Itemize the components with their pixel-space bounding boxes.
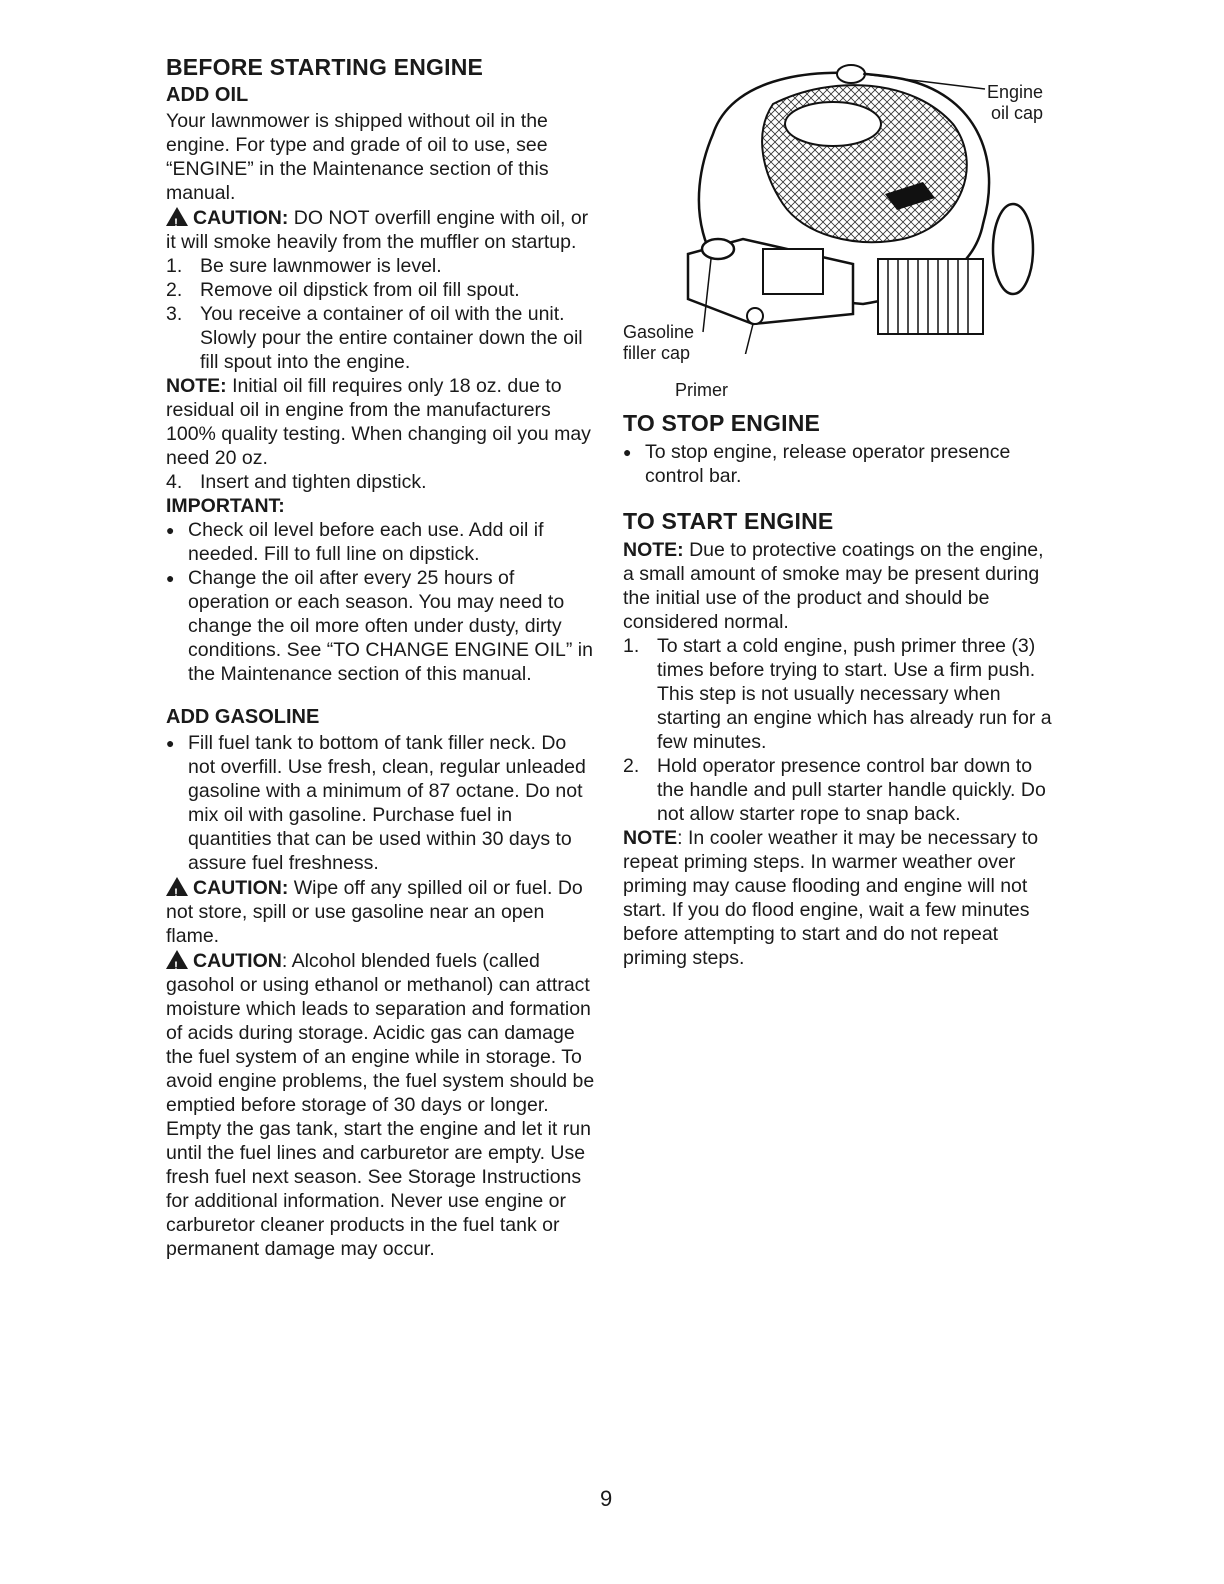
primer-label: Primer (675, 380, 728, 400)
warning-icon (166, 207, 188, 226)
add-gasoline-heading: ADD GASOLINE (166, 706, 320, 728)
start-note: NOTE: Due to protective coatings on the engine, a small amount of smoke may be present during the initial use of the product and should be considered normal. (623, 539, 1044, 633)
start-note-2: NOTE: In cooler weather it may be necessary to repeat priming steps. In warmer weather over priming may cause flooding and engine will not start. If you do flood engine, wait a few minutes before attempting to start and do not repeat priming steps. (623, 827, 1039, 969)
add-oil-intro: Your lawnmower is shipped without oil in the engine. For type and grade of oil to use, see “ENGINE” in the Maintenance section of this manual. (166, 110, 549, 204)
add-oil-note: NOTE: Initial oil fill requires only 18 oz. due to residual oil in engine from the manufacturers 100% quality testing. When changing oil you may need 20 oz. (166, 375, 591, 469)
list-item: 4. Insert and tighten dipstick. (166, 471, 427, 493)
list-item: ● To stop engine, release operator presence control bar. (623, 441, 1011, 487)
start-engine-heading: TO START ENGINE (623, 508, 834, 534)
warning-icon (166, 877, 188, 896)
list-item: 1. Be sure lawnmower is level. (166, 255, 442, 277)
engine-oil-cap-label: Engine oil cap (987, 82, 1044, 123)
gasoline-caution-2: !CAUTION: Alcohol blended fuels (called gasohol or using ethanol or methanol) can attract moisture which leads to separation and formation of acids during storage. Acidic gas can damage the fuel system of an engine while in storage. To avoid engine problems, the fuel system should be emptied before storage of 30 days or longer. Empty the gas tank, start the engine and let it run until the fuel lines and carburetor are empty. Use fresh fuel next season. See Storage Instructions for additional information. Never use engine or carburetor cleaner products in the fuel tank or permanent damage may occur. (166, 948, 598, 1261)
list-item: 2. Remove oil dipstick from oil fill spout. (166, 279, 520, 301)
right-column (623, 54, 1053, 970)
engine-diagram (623, 54, 1053, 363)
list-item: ● Change the oil after every 25 hours of operation or each season. You may need to change the oil more often under dusty, dirty conditions. See “TO CHANGE ENGINE OIL” in the Maintenance section of this manual. (166, 567, 593, 685)
add-oil-heading: ADD OIL (166, 84, 249, 106)
list-item: 2. Hold operator presence control bar down to the handle and pull starter handle quickly. Do not allow starter rope to snap back. (623, 755, 1046, 825)
list-item: ● Check oil level before each use. Add oil if needed. Fill to full line on dipstick. (166, 519, 544, 565)
important-label: IMPORTANT: (166, 495, 285, 517)
list-item: ● Fill fuel tank to bottom of tank filler neck. Do not overfill. Use fresh, clean, regular unleaded gasoline with a minimum of 87 octane. Do not mix oil with gasoline. Purchase fuel in quantities that can be used within 30 days to assure fuel freshness. (166, 732, 586, 874)
list-item: 1. To start a cold engine, push primer three (3) times before trying to start. Use a firm push. This step is not usually necessary when starting an engine which has already run for a few minutes. (623, 635, 1052, 753)
stop-engine-heading: TO STOP ENGINE (623, 410, 821, 436)
page-number: 9 (600, 1486, 613, 1511)
left-column (166, 54, 598, 1261)
section-title: BEFORE STARTING ENGINE (166, 54, 484, 80)
list-item: 3. You receive a container of oil with the unit. Slowly pour the entire container down the oil fill spout into the engine. (166, 303, 583, 373)
add-oil-caution: !CAUTION: DO NOT overfill engine with oil, or it will smoke heavily from the muffler on startup. (166, 205, 598, 254)
gasoline-cap-label: Gasoline filler cap (623, 322, 695, 363)
gasoline-caution-1: !CAUTION: Wipe off any spilled oil or fuel. Do not store, spill or use gasoline near an open flame. (166, 875, 598, 948)
warning-icon (166, 950, 188, 969)
